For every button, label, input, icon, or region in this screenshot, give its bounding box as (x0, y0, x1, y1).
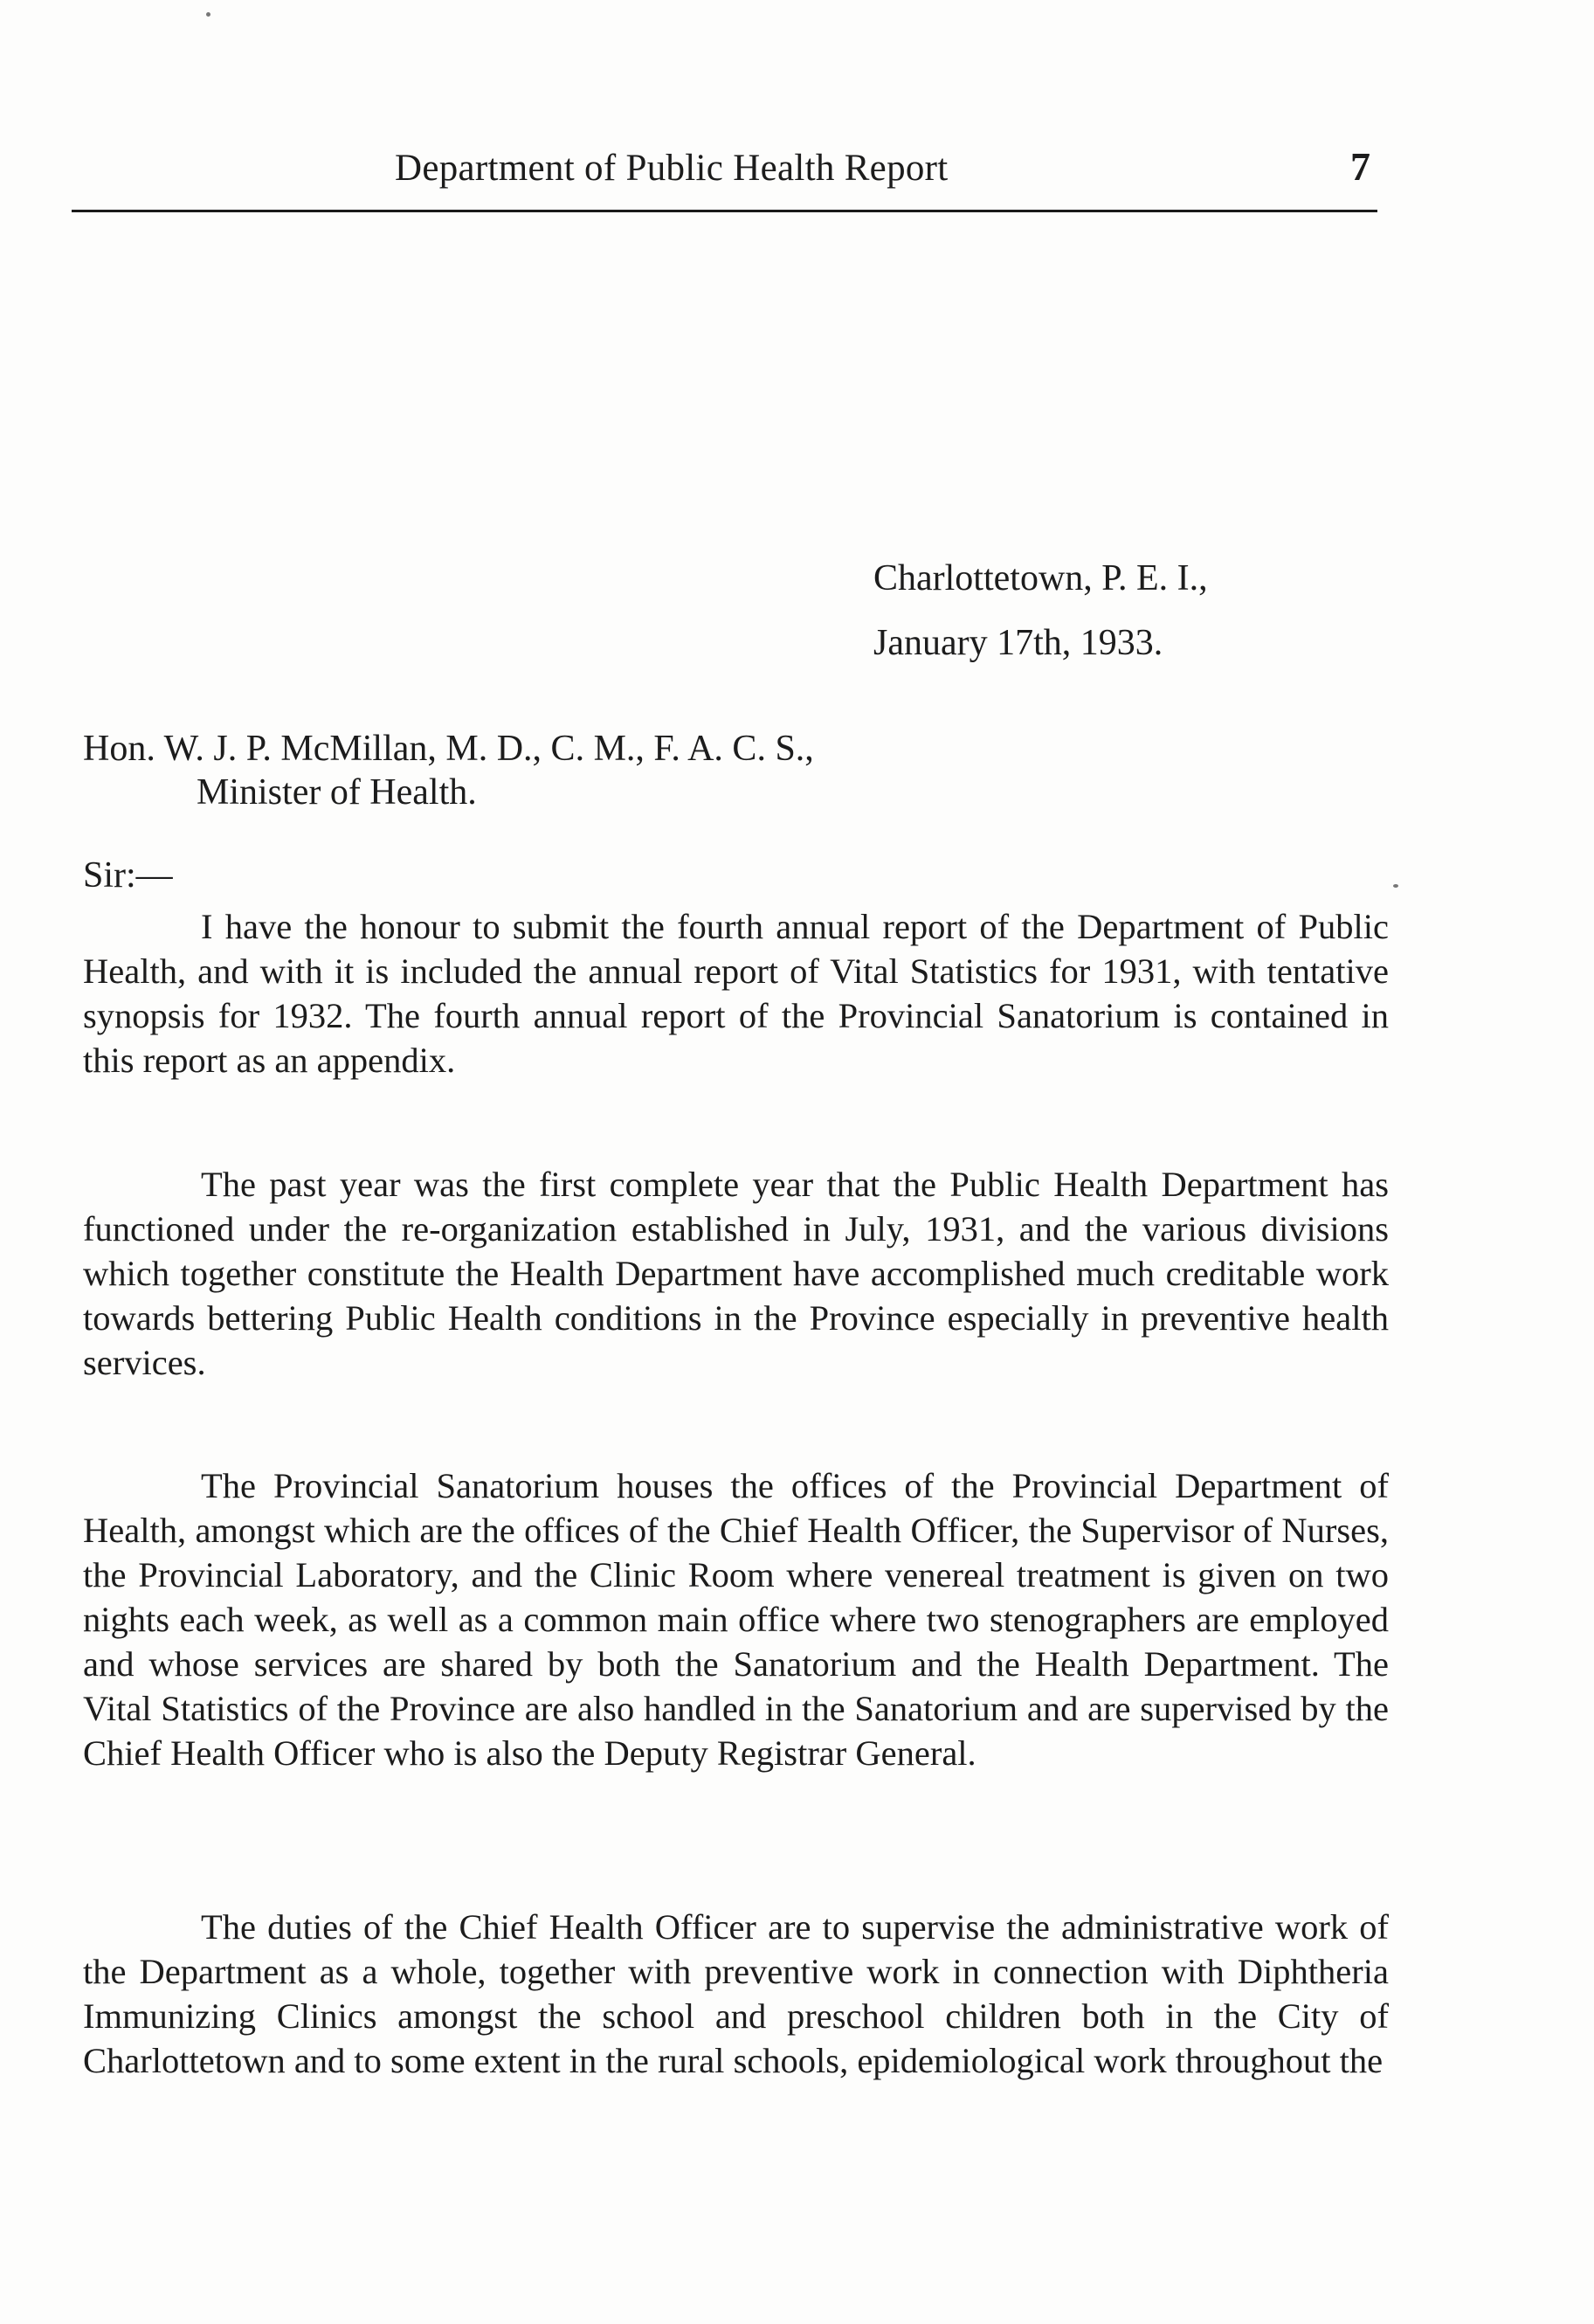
running-header (72, 140, 1377, 212)
salutation: Sir:— (83, 855, 173, 896)
date-line (873, 546, 1208, 675)
recipient-address (83, 727, 814, 814)
recipient-name: Hon. W. J. P. McMillan, M. D., C. M., F. A. C. S., (83, 729, 814, 769)
letter-date: January 17th, 1933. (873, 623, 1163, 663)
scan-speck (206, 12, 210, 17)
header-title: Department of Public Health Report (395, 148, 949, 189)
body-paragraph-4: The duties of the Chief Health Officer are to supervise the administrative work of the Department as a whole, together with preventive work in connection with Diphtheria Immunizing Clinics amongst the school and preschool children both in the City of Charlottetown and to some extent in the rural schools, epidemiological work throughout the (83, 1907, 1389, 2080)
body-paragraph-1: I have the honour to submit the fourth annual report of the Department of Public Health, and with it is included the annual report of Vital Statistics for 1931, with tentative synopsis for 1932. The fourth annual report of the Provincial Sanatorium is contained in this report as an appendix. (83, 907, 1389, 1080)
body-paragraph-3: The Provincial Sanatorium houses the offices of the Provincial Department of Health, amongst which are the offices of the Chief Health Officer, the Supervisor of Nurses, the Provincial Laboratory, and the Clinic Room where venereal treatment is given on two nights each week, as well as a common main office where two stenographers are employed and whose services are shared by both the Sanatorium and the Health Department. The Vital Statistics of the Province are also handled in the Sanatorium and are supervised by the Chief Health Officer who is also the Deputy Registrar General. (83, 1466, 1389, 1773)
scan-speck (1393, 884, 1398, 888)
page-number: 7 (1350, 144, 1370, 189)
body-paragraph-2: The past year was the first complete year that the Public Health Department has functioned under the re-organization established in July, 1931, and the various divisions which together constitute the Health Department have accomplished much creditable work towards bettering Public Health conditions in the Province especially in preventive health services. (83, 1165, 1389, 1382)
recipient-title: Minister of Health. (197, 772, 477, 813)
letter-place: Charlottetown, P. E. I., (873, 558, 1208, 598)
